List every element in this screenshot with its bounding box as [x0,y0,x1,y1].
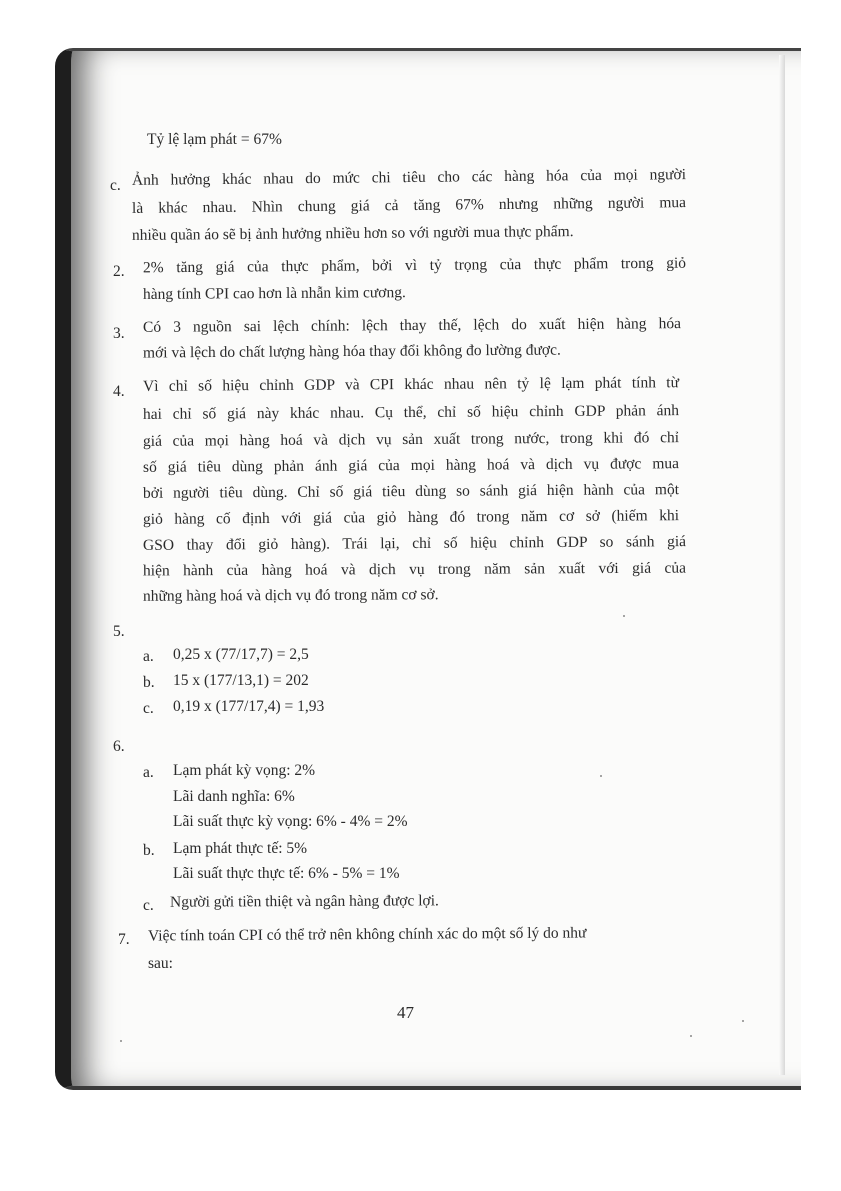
item-6c-text: Người gửi tiền thiệt và ngân hàng được lợi. [169,892,439,911]
item-6a-nominal-rate: Lãi danh nghĩa: 6% [173,788,295,805]
item-5c-calculation: 0,19 x (177/17,4) = 1,93 [173,698,325,715]
item-5a-label: a. [143,648,154,665]
item-number-7: 7. [118,931,130,948]
scan-speck [120,1040,122,1042]
item-6a-expected-real-rate: Lãi suất thực kỳ vọng: 6% - 4% = 2% [173,813,408,830]
scan-speck [690,1035,692,1037]
item-6a-expected-inflation: Lạm phát kỳ vọng: 2% [173,762,316,779]
answer-2-line2: hàng tính CPI cao hơn là nhẫn kim cương. [142,284,406,303]
item-5a-calculation: 0,25 x (77/17,7) = 2,5 [173,646,309,663]
answer-4-line4: số giá tiêu dùng phản ánh giá của mọi hàng hoá và dịch vụ được mua [142,455,680,476]
answer-7-line2: sau: [148,955,173,972]
answer-4-line3: giá của mọi hàng hoá và dịch vụ sản xuất trong nước, trong khi đó chỉ [142,429,680,450]
item-5c-label: c. [143,700,154,717]
answer-3-line2: mới và lệch do chất lượng hàng hóa thay đổi không đo lường được. [142,341,561,362]
item-6b-actual-real-rate: Lãi suất thực thực tế: 6% - 5% = 1% [173,865,400,882]
item-6c-label: c. [143,897,154,914]
scan-speck [600,775,602,777]
answer-3-line1: Có 3 nguồn sai lệch chính: lệch thay thế, lệch do xuất hiện hàng hóa [142,315,682,336]
answer-4-line1: Vì chỉ số hiệu chỉnh GDP và CPI khác nhau nên tỷ lệ lạm phát tính từ [142,374,680,395]
scan-speck [623,615,625,617]
answer-4-line5: bởi người tiêu dùng. Chỉ số giá tiêu dùng so sánh giá hiện hành của một [142,481,680,502]
item-5b-calculation: 15 x (177/13,1) = 202 [173,672,309,689]
page-edge-shadow [779,55,785,1075]
item-6a-label: a. [143,764,154,781]
item-6b-label: b. [143,842,155,859]
answer-7-line1: Việc tính toán CPI có thể trở nên không chính xác do một số lý do như [147,924,587,945]
item-number-6: 6. [113,738,125,755]
item-label-c: c. [110,177,121,194]
inflation-rate-line: Tỷ lệ lạm phát = 67% [147,131,282,148]
scan-speck [742,1020,744,1022]
paragraph-c-line3: nhiều quần áo sẽ bị ảnh hưởng nhiều hơn so với người mua thực phẩm. [131,223,574,244]
paragraph-c-line1: Ảnh hưởng khác nhau do mức chi tiêu cho các hàng hóa của mọi người [131,166,687,189]
item-number-5: 5. [113,623,125,640]
item-6b-actual-inflation: Lạm phát thực tế: 5% [173,840,308,857]
answer-4-line8: hiện hành của hàng hoá và dịch vụ trong năm sản xuất với giá của [142,559,687,580]
item-5b-label: b. [143,674,155,691]
item-number-3: 3. [113,325,125,342]
answer-4-line7: GSO thay đổi giỏ hàng). Trái lại, chỉ số hiệu chỉnh GDP so sánh giá [142,533,687,554]
answer-4-line2: hai chỉ số giá này khác nhau. Cụ thể, chỉ số hiệu chỉnh GDP phản ánh [142,402,680,423]
item-number-4: 4. [113,383,125,400]
page-number: 47 [397,1003,414,1022]
paragraph-c-line2: là khác nhau. Nhìn chung giá cả tăng 67% nhưng những người mua [131,194,687,217]
answer-2-line1: 2% tăng giá của thực phẩm, bởi vì tỷ trọng của thực phẩm trong giỏ [142,254,687,277]
answer-4-line9: những hàng hoá và dịch vụ đó trong năm cơ sở. [142,586,439,605]
answer-4-line6: giỏ hàng cố định với giá của giỏ hàng đó trong năm cơ sở (hiếm khi [142,507,680,528]
item-number-2: 2. [113,263,125,280]
